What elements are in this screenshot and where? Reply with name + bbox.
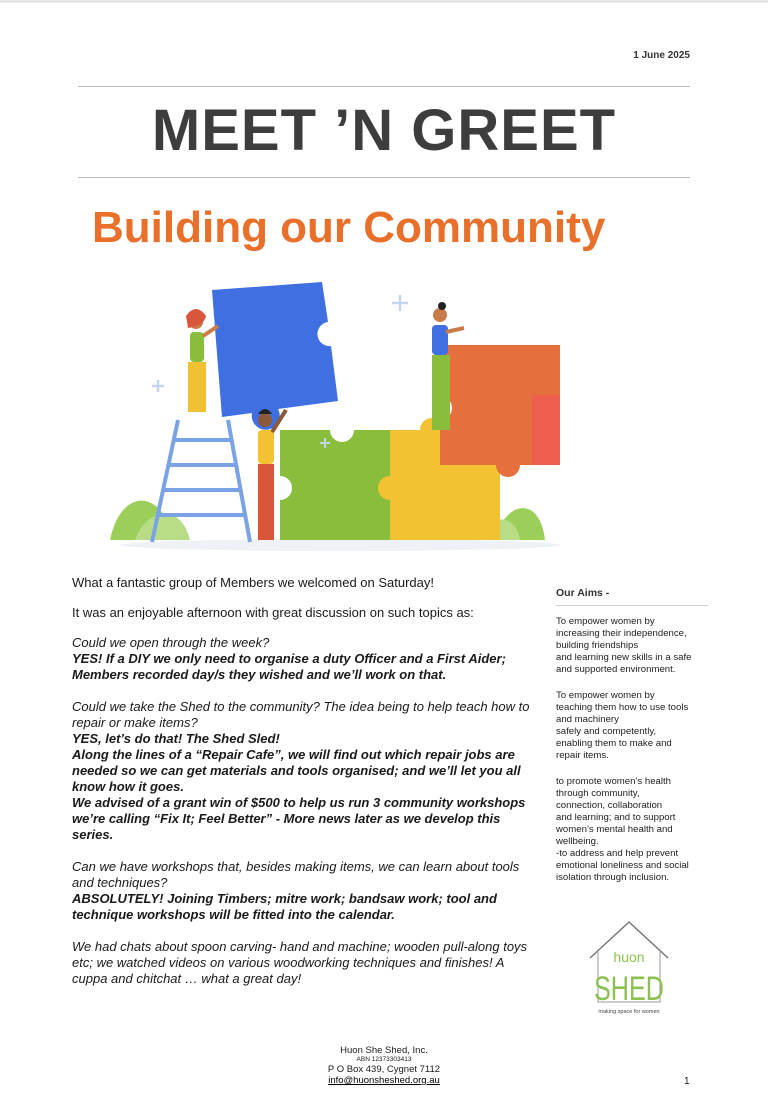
footer-address: P O Box 439, Cygnet 7112: [327, 1064, 441, 1075]
aim-3: [556, 776, 708, 884]
footer-abn: ABN 12373303413: [356, 1056, 412, 1063]
aim-line: women’s mental health and: [556, 824, 673, 835]
huon-shed-logo: [586, 918, 672, 1018]
question-2: Could we take the Shed to the community? The idea being to help teach how to repair or make items?: [72, 699, 530, 730]
answer-2-line-3: We advised of a grant win of $500 to help us run 3 community workshops we’re calling “Fix It; Feel Better” - More news later as we develop this series.: [72, 795, 526, 842]
logo-tagline: making space for women: [598, 1009, 660, 1015]
aim-line: isolation through inclusion.: [556, 872, 670, 883]
aim-line: enabling them to make and: [556, 738, 672, 749]
aim-line: through community,: [556, 788, 640, 799]
woman-on-ladder: [186, 309, 218, 412]
aim-line: connection, collaboration: [556, 800, 663, 811]
issue-date: 1 June 2025: [633, 50, 690, 61]
question-3: Can we have workshops that, besides making items, we can learn about tools and techniques?: [72, 859, 520, 890]
aim-line: teaching them how to use tools: [556, 702, 689, 713]
aim-line: To empower women by: [556, 690, 655, 701]
ground-shadow: [120, 539, 560, 551]
answer-3: ABSOLUTELY! Joining Timbers; mitre work; bandsaw work; tool and technique workshops will be fitted into the calendar.: [72, 891, 497, 922]
aim-line: -to address and help prevent: [556, 848, 679, 859]
footer-org: Huon She Shed, Inc.: [340, 1045, 428, 1056]
intro-paragraph: What a fantastic group of Members we welcomed on Saturday!: [72, 575, 435, 590]
aims-rule: [556, 605, 708, 606]
topic-shed-sled: [72, 699, 542, 843]
header-rule-top: [78, 86, 690, 87]
answer-2-line-2: Along the lines of a “Repair Cafe”, we will find out which repair jobs are needed so we can get materials and tools organised; and we’ll let you all know how it goes.: [72, 747, 521, 794]
header-rule-bottom: [78, 177, 690, 178]
answer-2-line-1: YES, let’s do that! The Shed Sled!: [72, 731, 280, 746]
aim-line: wellbeing.: [556, 836, 599, 847]
newsletter-title: MEET ’N GREET: [151, 98, 617, 163]
page-top-edge: [0, 0, 768, 3]
aims-title: Our Aims -: [556, 587, 610, 599]
topic-workshops: [72, 859, 542, 923]
aim-line: To empower women by: [556, 616, 655, 627]
footer: [284, 1045, 484, 1086]
aim-line: to promote women’s health: [556, 776, 672, 787]
aim-line: increasing their independence,: [556, 628, 687, 639]
main-article: [72, 575, 542, 1003]
lead-paragraph: It was an enjoyable afternoon with great discussion on such topics as:: [72, 605, 474, 620]
aims-sidebar: [556, 587, 708, 898]
aim-line: repair items.: [556, 750, 609, 761]
orange-piece-shade: [532, 395, 560, 465]
topic-open-weekdays: [72, 635, 542, 683]
puzzle-illustration: [100, 270, 570, 570]
aim-line: and learning new skills in a safe: [556, 652, 692, 663]
sparkle-2: [152, 380, 164, 392]
logo-word-main: SHED: [594, 970, 664, 1008]
aim-1: [556, 616, 708, 676]
aim-line: and machinery: [556, 714, 619, 725]
closing-paragraph: We had chats about spoon carving- hand and machine; wooden pull-along toys etc; we watched videos on various woodworking techniques and finishes! A cuppa and chitchat … what a great day!: [72, 939, 528, 986]
blue-puzzle-piece: [212, 282, 338, 430]
aim-2: [556, 690, 708, 762]
answer-1: YES! If a DIY we only need to organise a duty Officer and a First Aider; Members recorded day/s they wished and we’ll work on that.: [72, 651, 506, 682]
aim-line: and learning; and to support: [556, 812, 676, 823]
footer-email-link[interactable]: info@huonsheshed.org.au: [328, 1075, 440, 1086]
logo-word-top: huon: [613, 949, 645, 965]
question-1: Could we open through the week?: [72, 635, 270, 650]
aim-line: and supported environment.: [556, 664, 676, 675]
green-puzzle-piece: [280, 430, 390, 540]
page-number: 1: [684, 1076, 690, 1087]
sparkle-1: [392, 295, 408, 311]
aim-line: emotional loneliness and social: [556, 860, 689, 871]
aim-line: safely and competently,: [556, 726, 657, 737]
newsletter-subtitle: Building our Community: [92, 203, 606, 252]
aim-line: building friendships: [556, 640, 639, 651]
